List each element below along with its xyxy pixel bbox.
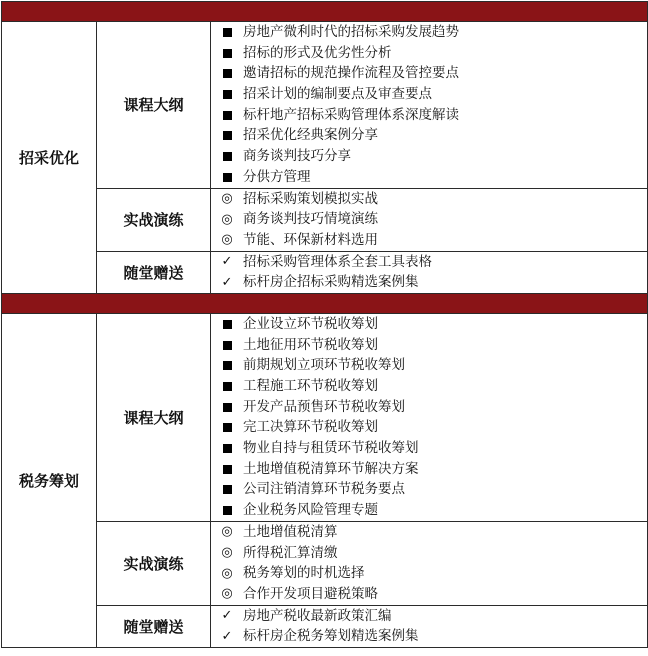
square-bullet-icon [215,84,239,105]
course-outline-table [1,1,648,648]
section-label: 课程大纲 [97,313,211,521]
list-item-text: 所得税汇算清缴 [243,544,338,561]
section-separator-bar [2,293,648,313]
list-item [211,209,647,230]
list-item [211,479,647,500]
list-item [211,417,647,438]
item-list [211,252,647,293]
list-item-text: 标杆地产招标采购管理体系深度解读 [243,106,459,123]
table-row [2,22,648,189]
list-item-text: 税务筹划的时机选择 [243,565,365,582]
item-list [211,522,647,605]
item-list [211,189,647,251]
list-item [211,355,647,376]
section-items [211,188,648,251]
double-circle-bullet-icon [215,583,239,605]
check-mark-icon [215,272,239,294]
course-outline-body [2,2,648,648]
square-bullet-icon [215,397,239,418]
square-bullet-icon [215,105,239,126]
table-row [2,251,648,293]
item-list [211,314,647,521]
double-circle-bullet-icon [215,188,239,210]
list-item-text: 土地增值税清算环节解决方案 [243,460,419,477]
table-row [2,313,648,521]
double-circle-bullet-icon [215,563,239,585]
section-label: 随堂赠送 [97,251,211,293]
section-items [211,313,648,521]
list-item [211,189,647,210]
list-item-text: 企业设立环节税收筹划 [243,315,378,332]
section-label: 随堂赠送 [97,605,211,647]
list-item-text: 商务谈判技巧分享 [243,148,351,165]
list-item-text: 企业税务风险管理专题 [243,502,378,519]
square-bullet-icon [215,376,239,397]
section-separator-bar [2,2,648,22]
item-list [211,606,647,647]
separator-cell [2,2,648,22]
module-title: 招采优化 [2,22,97,294]
square-bullet-icon [215,43,239,64]
check-mark-icon [215,626,239,648]
list-item-text: 招标采购管理体系全套工具表格 [243,253,432,270]
list-item-text: 招标采购策划模拟实战 [243,190,378,207]
list-item [211,606,647,627]
square-bullet-icon [215,438,239,459]
list-item [211,43,647,64]
list-item [211,146,647,167]
list-item-text: 合作开发项目避税策略 [243,585,378,602]
list-item-text: 标杆房企招标采购精选案例集 [243,274,419,291]
list-item [211,125,647,146]
section-items [211,605,648,647]
module-title: 税务筹划 [2,313,97,647]
list-item-text: 房地产税收最新政策汇编 [243,607,392,624]
list-item-text: 标杆房企税务筹划精选案例集 [243,628,419,645]
section-label: 实战演练 [97,188,211,251]
list-item-text: 节能、环保新材料选用 [243,231,378,248]
double-circle-bullet-icon [215,542,239,564]
list-item [211,438,647,459]
square-bullet-icon [215,167,239,188]
list-item-text: 房地产微利时代的招标采购发展趋势 [243,24,459,40]
list-item-text: 商务谈判技巧情境演练 [243,211,378,228]
square-bullet-icon [215,479,239,500]
list-item [211,584,647,605]
table-row [2,605,648,647]
list-item [211,543,647,564]
section-items [211,251,648,293]
check-mark-icon [215,251,239,273]
section-items [211,521,648,605]
square-bullet-icon [215,500,239,521]
list-item-text: 工程施工环节税收筹划 [243,378,378,394]
list-item [211,459,647,480]
list-item-text: 前期规划立项环节税收筹划 [243,357,405,374]
list-item [211,314,647,335]
list-item-text: 邀请招标的规范操作流程及管控要点 [243,65,459,82]
item-list [211,22,647,188]
section-items [211,22,648,189]
list-item-text: 分供方管理 [243,168,311,185]
list-item-text: 土地增值税清算 [243,523,338,540]
list-item [211,522,647,543]
table-row [2,188,648,251]
list-item [211,500,647,521]
square-bullet-icon [215,63,239,84]
section-label: 课程大纲 [97,22,211,189]
list-item [211,626,647,647]
list-item [211,397,647,418]
square-bullet-icon [215,355,239,376]
check-mark-icon [215,605,239,627]
separator-cell [2,293,648,313]
double-circle-bullet-icon [215,521,239,543]
square-bullet-icon [215,417,239,438]
square-bullet-icon [215,22,239,43]
list-item-text: 开发产品预售环节税收筹划 [243,398,405,415]
list-item [211,230,647,251]
list-item [211,167,647,188]
list-item [211,272,647,293]
double-circle-bullet-icon [215,229,239,251]
square-bullet-icon [215,125,239,146]
double-circle-bullet-icon [215,209,239,231]
list-item-text: 招采计划的编制要点及审查要点 [243,86,432,103]
list-item [211,22,647,43]
square-bullet-icon [215,335,239,356]
section-label: 实战演练 [97,521,211,605]
list-item [211,105,647,126]
list-item-text: 招采优化经典案例分享 [243,127,378,144]
list-item-text: 招标的形式及优劣性分析 [243,44,392,61]
list-item-text: 物业自持与租赁环节税收筹划 [243,440,419,457]
table-row [2,521,648,605]
list-item [211,335,647,356]
square-bullet-icon [215,314,239,335]
square-bullet-icon [215,146,239,167]
list-item [211,376,647,397]
list-item [211,84,647,105]
list-item [211,252,647,273]
list-item [211,63,647,84]
square-bullet-icon [215,459,239,480]
list-item-text: 土地征用环节税收筹划 [243,336,378,353]
list-item-text: 完工决算环节税收筹划 [243,419,378,436]
list-item [211,563,647,584]
list-item-text: 公司注销清算环节税务要点 [243,481,405,498]
